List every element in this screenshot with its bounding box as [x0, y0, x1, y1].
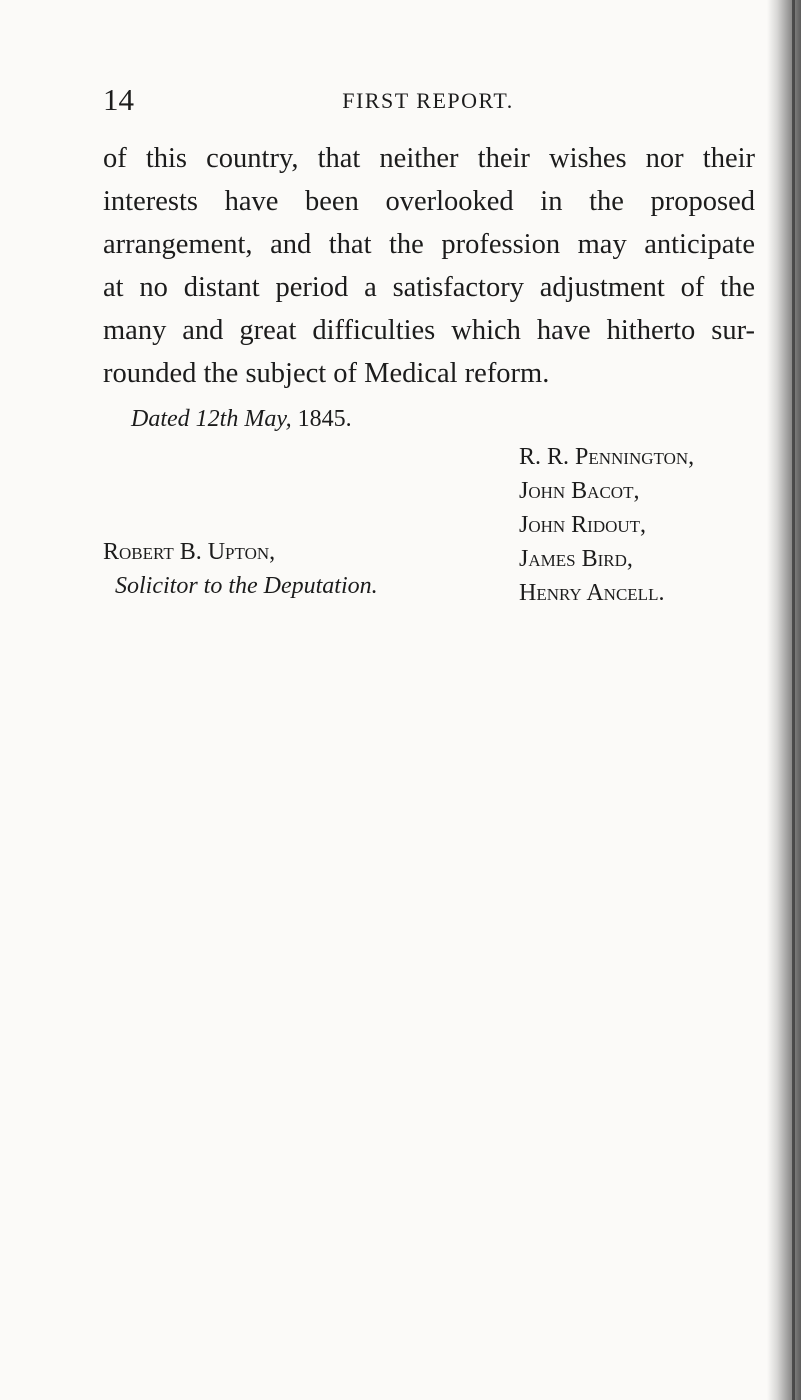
signatory-list	[519, 440, 694, 610]
dateline	[131, 404, 352, 434]
body-line: of this country, that neither their wishes nor their	[103, 143, 755, 174]
body-line: interests have been overlooked in the proposed	[103, 186, 755, 217]
signatory-name: James Bird,	[519, 546, 633, 572]
page-edge-line	[792, 0, 795, 1400]
body-paragraph	[103, 137, 755, 395]
dateline-year: 1845.	[297, 406, 352, 432]
page-edge-shadow	[767, 0, 801, 1400]
dateline-month: May,	[244, 406, 292, 432]
signatory-name: Henry Ancell.	[519, 580, 665, 606]
dateline-dated: Dated	[131, 406, 190, 432]
body-line: many and great difficulties which have hitherto sur-	[103, 315, 755, 346]
signatory-name: R. R. Pennington,	[519, 444, 695, 470]
signatory-name: John Bacot,	[519, 478, 640, 504]
solicitor-block	[103, 535, 378, 603]
signatory-name: John Ridout,	[519, 512, 647, 538]
body-line: at no distant period a satisfactory adjustment of the	[103, 272, 755, 303]
body-line: arrangement, and that the profession may anticipate	[103, 229, 755, 260]
solicitor-role: Solicitor to the Deputation.	[115, 573, 378, 599]
body-line: rounded the subject of Medical reform.	[103, 358, 550, 389]
dateline-day: 12th	[195, 406, 239, 432]
page-header	[103, 82, 753, 122]
solicitor-name: Robert B. Upton,	[103, 539, 276, 565]
running-head: FIRST REPORT.	[342, 88, 514, 113]
page-number: 14	[103, 82, 134, 117]
